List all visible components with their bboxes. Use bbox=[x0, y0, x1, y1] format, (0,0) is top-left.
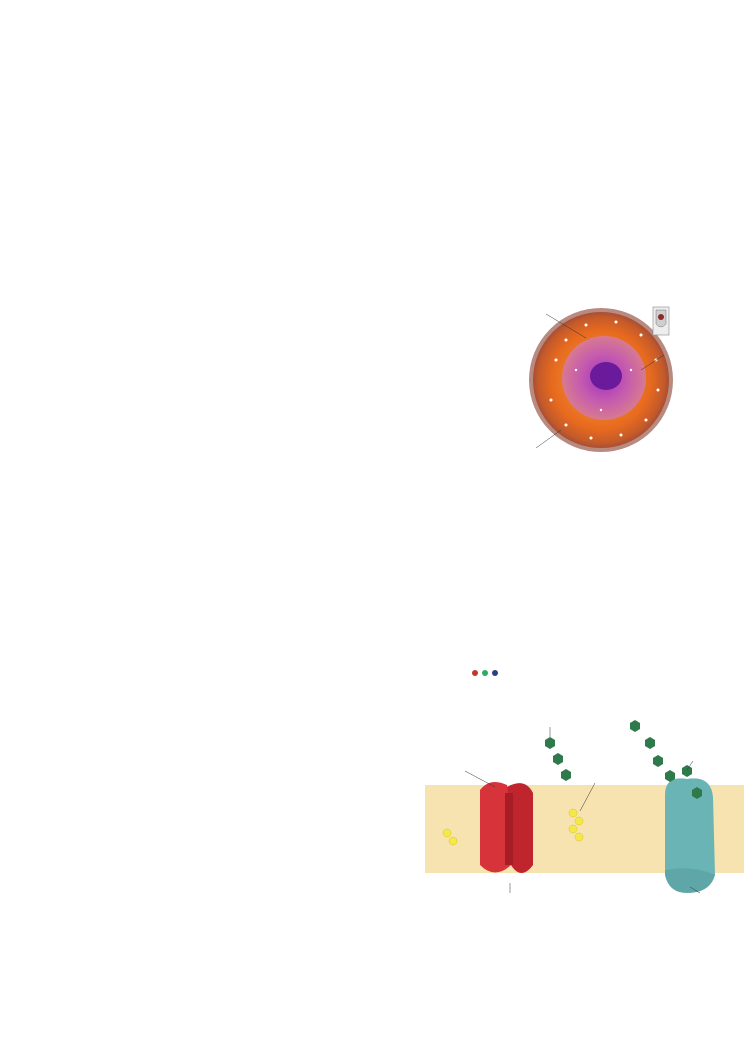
membrane-illustration bbox=[425, 715, 744, 910]
emblem-icon bbox=[652, 306, 670, 336]
dots-icon bbox=[470, 668, 502, 678]
